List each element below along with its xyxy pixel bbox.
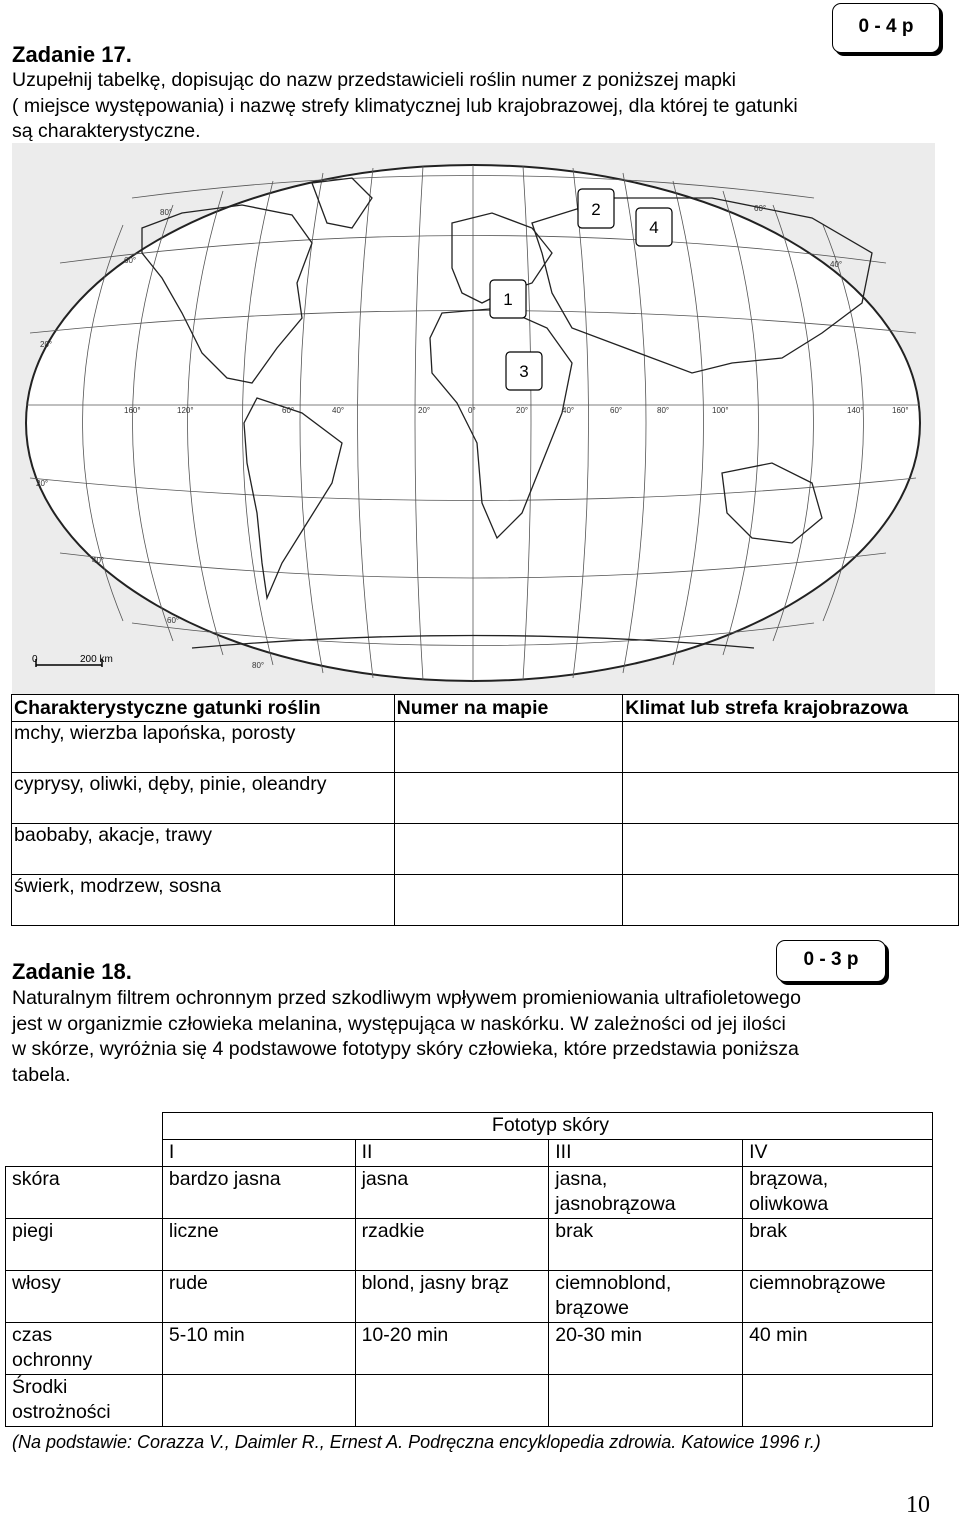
map-number-answer-cell[interactable] [394,722,623,773]
lat-label: 80° [252,661,265,670]
row-label: piegi [6,1219,163,1271]
table-row [6,1271,933,1323]
table-cell: 20-30 min [549,1323,743,1375]
table-row [6,1323,933,1375]
answer-cell[interactable] [355,1375,549,1427]
page-number: 10 [906,1492,930,1518]
marker-label: 1 [503,290,513,309]
lon-label: 60° [610,406,623,415]
table-cell: 10-20 min [355,1323,549,1375]
lat-label: 60° [124,256,137,265]
species-cell: cyprysy, oliwki, dęby, pinie, oleandry [12,773,395,824]
lon-label: 120° [177,406,194,415]
species-cell: baobaby, akacje, trawy [12,824,395,875]
lat-label: 80° [160,208,173,217]
table-row [12,824,959,875]
header-map-number: Numer na mapie [394,695,623,722]
scale-zero: 0 [32,654,38,665]
instruction-line: Uzupełnij tabelkę, dopisując do nazw przedstawicieli roślin numer z poniższej mapki [12,69,737,91]
scale-label: 200 km [80,654,113,665]
header-species: Charakterystyczne gatunki roślin [12,695,395,722]
table-cell: blond, jasny brąz [355,1271,549,1323]
marker-label: 4 [649,218,659,237]
answer-cell[interactable] [549,1375,743,1427]
phototype-type: IV [743,1140,933,1167]
phototype-table [5,1112,933,1427]
table-row [6,1375,933,1427]
species-cell: mchy, wierzba lapońska, porosty [12,722,395,773]
header-climate-zone: Klimat lub strefa krajobrazowa [623,695,959,722]
lat-label: 20° [40,340,53,349]
map-marker-1 [490,280,526,318]
table-cell: brak [549,1219,743,1271]
table-row [12,773,959,824]
task18-paragraph [12,986,801,1088]
map-number-answer-cell[interactable] [394,875,623,926]
answer-cell[interactable] [162,1375,355,1427]
lon-label: 20° [418,406,431,415]
lat-label: 60° [754,204,767,213]
empty-corner [6,1140,163,1167]
lon-label: 160° [124,406,141,415]
lat-label: 60° [167,616,180,625]
paragraph-line: tabela. [12,1063,71,1086]
task18-points-box: 0 - 3 p [776,940,886,982]
lon-label: 40° [562,406,575,415]
table-cell: liczne [162,1219,355,1271]
lat-label: 20° [36,479,49,488]
plants-table-header [12,695,959,722]
lat-label: 40° [92,556,105,565]
table-row [6,1219,933,1271]
paragraph-line: w skórze, wyróżnia się 4 podstawowe fototypy skóry człowieka, które przedstawia poniższa [12,1038,799,1060]
table-cell: brązowa, oliwkowa [743,1167,933,1219]
world-map-svg [12,143,935,694]
lon-label: 60° [282,406,295,415]
phototype-type: II [355,1140,549,1167]
task17-points-box: 0 - 4 p [832,3,940,53]
lat-label: 40° [830,260,843,269]
scale-bar [32,654,113,667]
climate-zone-answer-cell[interactable] [623,824,959,875]
climate-zone-answer-cell[interactable] [623,722,959,773]
task17-instruction [12,68,798,145]
row-label: skóra [6,1167,163,1219]
marker-label: 3 [519,362,529,381]
answer-cell[interactable] [743,1375,933,1427]
phototype-type: I [162,1140,355,1167]
table-cell: jasna, jasnobrązowa [549,1167,743,1219]
climate-zone-answer-cell[interactable] [623,875,959,926]
map-marker-4 [636,208,672,246]
row-label: Środki ostrożności [6,1375,163,1427]
table-row [6,1167,933,1219]
table-row [12,722,959,773]
climate-zone-answer-cell[interactable] [623,773,959,824]
phototype-group-header: Fototyp skóry [162,1113,932,1140]
instruction-line: są charakterystyczne. [12,120,201,142]
phototype-group-header-row [6,1113,933,1140]
lon-label: 20° [516,406,529,415]
row-label: włosy [6,1271,163,1323]
table-cell: ciemnobrązowe [743,1271,933,1323]
lon-label: 0° [468,406,476,415]
marker-label: 2 [591,200,601,219]
table-cell: jasna [355,1167,549,1219]
task18-title: Zadanie 18. [12,959,132,984]
plants-table [11,694,959,926]
table-cell: 5-10 min [162,1323,355,1375]
instruction-line: ( miejsce występowania) i nazwę strefy klimatycznej lub krajobrazowej, dla której te gatunki [12,94,798,117]
paragraph-line: jest w organizmie człowieka melanina, występująca w naskórku. W zależności od jej ilości [12,1012,786,1035]
world-map [12,143,935,694]
table-cell: rude [162,1271,355,1323]
table-cell: ciemnoblond, brązowe [549,1271,743,1323]
table-cell: 40 min [743,1323,933,1375]
lon-label: 100° [712,406,729,415]
table-cell: bardzo jasna [162,1167,355,1219]
table-cell: brak [743,1219,933,1271]
lon-label: 80° [657,406,670,415]
paragraph-line: Naturalnym filtrem ochronnym przed szkodliwym wpływem promieniowania ultrafioletowego [12,987,801,1009]
lon-label: 140° [847,406,864,415]
table-row [12,875,959,926]
phototype-types-row [6,1140,933,1167]
table-cell: rzadkie [355,1219,549,1271]
row-label: czas ochronny [6,1323,163,1375]
source-citation: (Na podstawie: Corazza V., Daimler R., Ernest A. Podręczna encyklopedia zdrowia. Katowice 1996 r.) [12,1432,821,1452]
task17-title: Zadanie 17. [12,42,132,67]
map-number-answer-cell[interactable] [394,773,623,824]
lon-label: 160° [892,406,909,415]
lon-label: 40° [332,406,345,415]
map-marker-3 [506,352,542,390]
species-cell: świerk, modrzew, sosna [12,875,395,926]
phototype-type: III [549,1140,743,1167]
map-marker-2 [578,189,614,228]
map-number-answer-cell[interactable] [394,824,623,875]
empty-corner [6,1113,163,1140]
